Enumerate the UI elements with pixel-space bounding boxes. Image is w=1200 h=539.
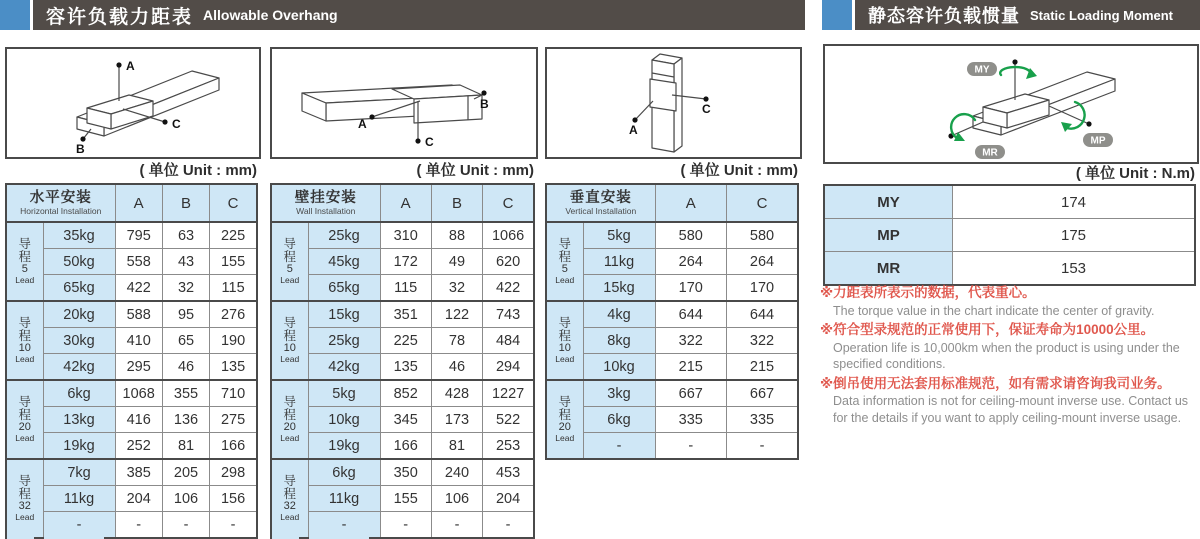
value-cell: 264 — [655, 249, 727, 275]
column-header-a: A — [380, 184, 431, 222]
value-cell: 88 — [431, 222, 482, 249]
static-moment-table-container — [823, 184, 1196, 286]
value-cell: 166 — [380, 433, 431, 460]
value-cell: 351 — [380, 301, 431, 328]
value-cell: 65 — [162, 328, 209, 354]
value-cell: 422 — [483, 275, 534, 302]
value-cell: - — [115, 512, 162, 539]
wall-installation-table-container — [270, 183, 535, 539]
value-cell: 204 — [483, 486, 534, 512]
load-cell: 10kg — [583, 354, 655, 381]
load-cell: 6kg — [583, 407, 655, 433]
table-header-row — [6, 184, 257, 222]
unit-label-nm: ( 单位 Unit : N.m) — [1075, 165, 1195, 182]
section-title-zh: 静态容许负载惯量 — [868, 6, 1020, 26]
value-cell: 173 — [431, 407, 482, 433]
load-cell: 25kg — [308, 222, 380, 249]
table-row — [6, 354, 257, 381]
load-cell: 50kg — [43, 249, 115, 275]
vertical-installation-table-container — [545, 183, 799, 460]
value-cell: - — [210, 512, 257, 539]
table-row — [6, 249, 257, 275]
table-row — [546, 380, 798, 407]
table-row — [546, 222, 798, 249]
header-bar — [33, 0, 805, 30]
value-cell: 335 — [655, 407, 727, 433]
value-cell: 115 — [210, 275, 257, 302]
table-title: 壁挂安装 Wall Installation — [271, 184, 380, 222]
wall-installation-diagram — [270, 47, 538, 159]
point-label-c: C — [702, 102, 711, 116]
horizontal-installation-table-container — [5, 183, 258, 539]
value-cell: 580 — [655, 222, 727, 249]
value-cell: 644 — [655, 301, 727, 328]
table-row — [271, 275, 534, 302]
value-cell: - — [380, 512, 431, 539]
vertical-rail-drawing — [547, 49, 800, 157]
table-row — [6, 407, 257, 433]
cutoff-table-fragment — [44, 533, 104, 539]
value-cell: 385 — [115, 459, 162, 486]
note-item — [820, 321, 1200, 372]
value-cell: 135 — [380, 354, 431, 381]
column-header-a: A — [115, 184, 162, 222]
static-loading-moment-diagram — [823, 44, 1199, 164]
notes-block — [820, 284, 1200, 428]
section-header-static-loading-moment — [822, 0, 1200, 30]
table-row — [546, 301, 798, 328]
value-cell: 46 — [162, 354, 209, 381]
value-cell: 335 — [727, 407, 799, 433]
lead-cell: 导 程 10 Lead — [546, 301, 583, 380]
load-cell: 15kg — [583, 275, 655, 302]
value-cell: 322 — [655, 328, 727, 354]
note-zh: ※倒吊使用无法套用标准规范，如有需求请咨询我司业务。 — [820, 375, 1171, 391]
table-row — [6, 222, 257, 249]
table-row — [6, 328, 257, 354]
value-cell: 81 — [431, 433, 482, 460]
unit-label-mm: ( 单位 Unit : mm) — [139, 162, 257, 179]
value-cell: 852 — [380, 380, 431, 407]
table-row — [824, 252, 1195, 286]
table-row — [546, 354, 798, 381]
table-row — [824, 219, 1195, 252]
moment-value-my: 174 — [953, 185, 1196, 219]
load-cell: 65kg — [43, 275, 115, 302]
value-cell: 135 — [210, 354, 257, 381]
value-cell: 156 — [210, 486, 257, 512]
table-title: 水平安装 Horizontal Installation — [6, 184, 115, 222]
header-accent-square — [0, 0, 30, 30]
value-cell: 428 — [431, 380, 482, 407]
value-cell: 95 — [162, 301, 209, 328]
load-cell: 3kg — [583, 380, 655, 407]
lead-cell: 导 程 10 Lead — [6, 301, 43, 380]
load-cell: 11kg — [43, 486, 115, 512]
table-row — [6, 459, 257, 486]
value-cell: 743 — [483, 301, 534, 328]
table-row — [6, 380, 257, 407]
table-row — [271, 301, 534, 328]
cutoff-table-fragment — [272, 533, 299, 539]
note-en: Data information is not for ceiling-mount inverse use. Contact us for the details if you want to apply ceiling-mount inverse usage. — [833, 394, 1189, 425]
value-cell: 484 — [483, 328, 534, 354]
value-cell: 795 — [115, 222, 162, 249]
header-accent-square — [822, 0, 852, 30]
value-cell: 122 — [431, 301, 482, 328]
value-cell: 166 — [210, 433, 257, 460]
value-cell: 78 — [431, 328, 482, 354]
value-cell: 667 — [727, 380, 799, 407]
load-cell: 13kg — [43, 407, 115, 433]
note-item — [820, 284, 1200, 319]
unit-label-mm: ( 单位 Unit : mm) — [680, 162, 798, 179]
lead-cell: 导 程 5 Lead — [546, 222, 583, 301]
value-cell: - — [727, 433, 799, 460]
table-title: 垂直安装 Vertical Installation — [546, 184, 655, 222]
moment-label-mp: MP — [824, 219, 953, 252]
column-header-a: A — [655, 184, 727, 222]
load-cell: 25kg — [308, 328, 380, 354]
load-cell: 7kg — [43, 459, 115, 486]
table-row — [6, 301, 257, 328]
value-cell: - — [655, 433, 727, 460]
value-cell: 588 — [115, 301, 162, 328]
value-cell: 155 — [210, 249, 257, 275]
value-cell: 275 — [210, 407, 257, 433]
value-cell: 106 — [162, 486, 209, 512]
value-cell: 170 — [655, 275, 727, 302]
note-en: Operation life is 10,000km when the product is using under the specified conditions. — [833, 341, 1180, 372]
load-cell: 19kg — [43, 433, 115, 460]
load-cell: 10kg — [308, 407, 380, 433]
value-cell: 252 — [115, 433, 162, 460]
cutoff-table-fragment — [309, 533, 369, 539]
load-cell: 5kg — [308, 380, 380, 407]
point-label-b: B — [76, 142, 85, 156]
value-cell: 416 — [115, 407, 162, 433]
value-cell: 453 — [483, 459, 534, 486]
point-label-a: A — [126, 59, 135, 73]
load-cell: - — [583, 433, 655, 460]
load-cell: 11kg — [308, 486, 380, 512]
static-moment-table — [823, 184, 1196, 286]
value-cell: 667 — [655, 380, 727, 407]
moment-label-mr: MR — [824, 252, 953, 286]
value-cell: 170 — [727, 275, 799, 302]
mr-label: MR — [982, 147, 998, 159]
vertical-installation-table — [545, 183, 799, 460]
wall-installation-table — [270, 183, 535, 539]
table-row — [271, 380, 534, 407]
value-cell: 225 — [210, 222, 257, 249]
load-cell: 6kg — [308, 459, 380, 486]
value-cell: 276 — [210, 301, 257, 328]
moment-value-mr: 153 — [953, 252, 1196, 286]
lead-cell: 导 程 5 Lead — [6, 222, 43, 301]
load-cell: 4kg — [583, 301, 655, 328]
value-cell: 580 — [727, 222, 799, 249]
column-header-c: C — [727, 184, 799, 222]
table-row — [271, 433, 534, 460]
value-cell: 204 — [115, 486, 162, 512]
value-cell: - — [162, 512, 209, 539]
value-cell: 522 — [483, 407, 534, 433]
load-cell: 30kg — [43, 328, 115, 354]
load-cell: 20kg — [43, 301, 115, 328]
moment-rail-drawing — [825, 46, 1197, 162]
column-header-b: B — [162, 184, 209, 222]
point-label-b: B — [480, 97, 489, 111]
value-cell: 32 — [162, 275, 209, 302]
value-cell: 49 — [431, 249, 482, 275]
value-cell: 345 — [380, 407, 431, 433]
note-zh: ※符合型录规范的正常使用下，保证寿命为10000公里。 — [820, 322, 1155, 338]
table-row — [271, 407, 534, 433]
value-cell: 106 — [431, 486, 482, 512]
value-cell: 422 — [115, 275, 162, 302]
point-label-c: C — [172, 117, 181, 131]
point-label-a: A — [629, 123, 638, 137]
table-row — [6, 486, 257, 512]
lead-cell: 导 程 20 Lead — [6, 380, 43, 459]
value-cell: 81 — [162, 433, 209, 460]
value-cell: - — [483, 512, 534, 539]
value-cell: 310 — [380, 222, 431, 249]
column-header-c: C — [483, 184, 534, 222]
moment-label-my: MY — [824, 185, 953, 219]
value-cell: 322 — [727, 328, 799, 354]
table-row — [271, 328, 534, 354]
load-cell: 65kg — [308, 275, 380, 302]
value-cell: 264 — [727, 249, 799, 275]
note-item — [820, 375, 1200, 426]
value-cell: 355 — [162, 380, 209, 407]
table-row — [546, 433, 798, 460]
value-cell: 46 — [431, 354, 482, 381]
value-cell: 115 — [380, 275, 431, 302]
table-header-row — [546, 184, 798, 222]
value-cell: 1227 — [483, 380, 534, 407]
value-cell: 294 — [483, 354, 534, 381]
column-header-b: B — [431, 184, 482, 222]
lead-cell: 导 程 10 Lead — [271, 301, 308, 380]
load-cell: 45kg — [308, 249, 380, 275]
point-label-a: A — [358, 117, 367, 131]
load-cell: 6kg — [43, 380, 115, 407]
cutoff-table-fragment — [7, 533, 34, 539]
value-cell: 172 — [380, 249, 431, 275]
value-cell: 350 — [380, 459, 431, 486]
load-cell: 5kg — [583, 222, 655, 249]
section-title-zh: 容许负载力距表 — [46, 6, 194, 28]
value-cell: 1068 — [115, 380, 162, 407]
value-cell: - — [431, 512, 482, 539]
section-title-en: Static Loading Moment — [1030, 7, 1173, 23]
value-cell: 558 — [115, 249, 162, 275]
value-cell: 43 — [162, 249, 209, 275]
load-cell: - — [43, 512, 115, 539]
lead-cell: 导 程 20 Lead — [271, 380, 308, 459]
value-cell: 32 — [431, 275, 482, 302]
table-row — [6, 433, 257, 460]
header-bar — [855, 0, 1200, 30]
load-cell: 42kg — [43, 354, 115, 381]
point-label-c: C — [425, 135, 434, 149]
value-cell: 410 — [115, 328, 162, 354]
value-cell: 136 — [162, 407, 209, 433]
value-cell: 190 — [210, 328, 257, 354]
wall-rail-drawing — [272, 49, 536, 157]
value-cell: 215 — [727, 354, 799, 381]
table-header-row — [271, 184, 534, 222]
lead-cell: 导 程 20 Lead — [546, 380, 583, 459]
lead-cell: 导 程 32 Lead — [271, 459, 308, 538]
load-cell: 8kg — [583, 328, 655, 354]
value-cell: 215 — [655, 354, 727, 381]
value-cell: 295 — [115, 354, 162, 381]
value-cell: 205 — [162, 459, 209, 486]
table-row — [546, 328, 798, 354]
lead-cell: 导 程 32 Lead — [6, 459, 43, 538]
section-header-allowable-overhang — [0, 0, 805, 30]
unit-label-mm: ( 单位 Unit : mm) — [416, 162, 534, 179]
table-row — [271, 249, 534, 275]
table-row — [271, 459, 534, 486]
table-row — [271, 222, 534, 249]
load-cell: 19kg — [308, 433, 380, 460]
lead-cell: 导 程 5 Lead — [271, 222, 308, 301]
value-cell: 298 — [210, 459, 257, 486]
table-row — [546, 249, 798, 275]
horizontal-installation-diagram — [5, 47, 261, 159]
mp-label: MP — [1090, 135, 1106, 147]
note-en: The torque value in the chart indicate the center of gravity. — [833, 303, 1155, 318]
value-cell: 155 — [380, 486, 431, 512]
table-row — [271, 486, 534, 512]
horizontal-installation-table — [5, 183, 258, 539]
value-cell: 644 — [727, 301, 799, 328]
load-cell: 42kg — [308, 354, 380, 381]
table-row — [546, 275, 798, 302]
table-row — [546, 407, 798, 433]
note-zh: ※力距表所表示的数据，代表重心。 — [820, 285, 1036, 300]
table-row — [271, 354, 534, 381]
load-cell: - — [308, 512, 380, 539]
value-cell: 620 — [483, 249, 534, 275]
value-cell: 63 — [162, 222, 209, 249]
horizontal-rail-drawing — [7, 49, 259, 157]
load-cell: 15kg — [308, 301, 380, 328]
value-cell: 710 — [210, 380, 257, 407]
column-header-c: C — [210, 184, 257, 222]
load-cell: 11kg — [583, 249, 655, 275]
value-cell: 225 — [380, 328, 431, 354]
value-cell: 240 — [431, 459, 482, 486]
table-row — [824, 185, 1195, 219]
value-cell: 253 — [483, 433, 534, 460]
section-title-en: Allowable Overhang — [203, 7, 338, 23]
moment-value-mp: 175 — [953, 219, 1196, 252]
table-row — [6, 275, 257, 302]
value-cell: 1066 — [483, 222, 534, 249]
load-cell: 35kg — [43, 222, 115, 249]
my-label: MY — [974, 64, 990, 76]
vertical-installation-diagram — [545, 47, 802, 159]
